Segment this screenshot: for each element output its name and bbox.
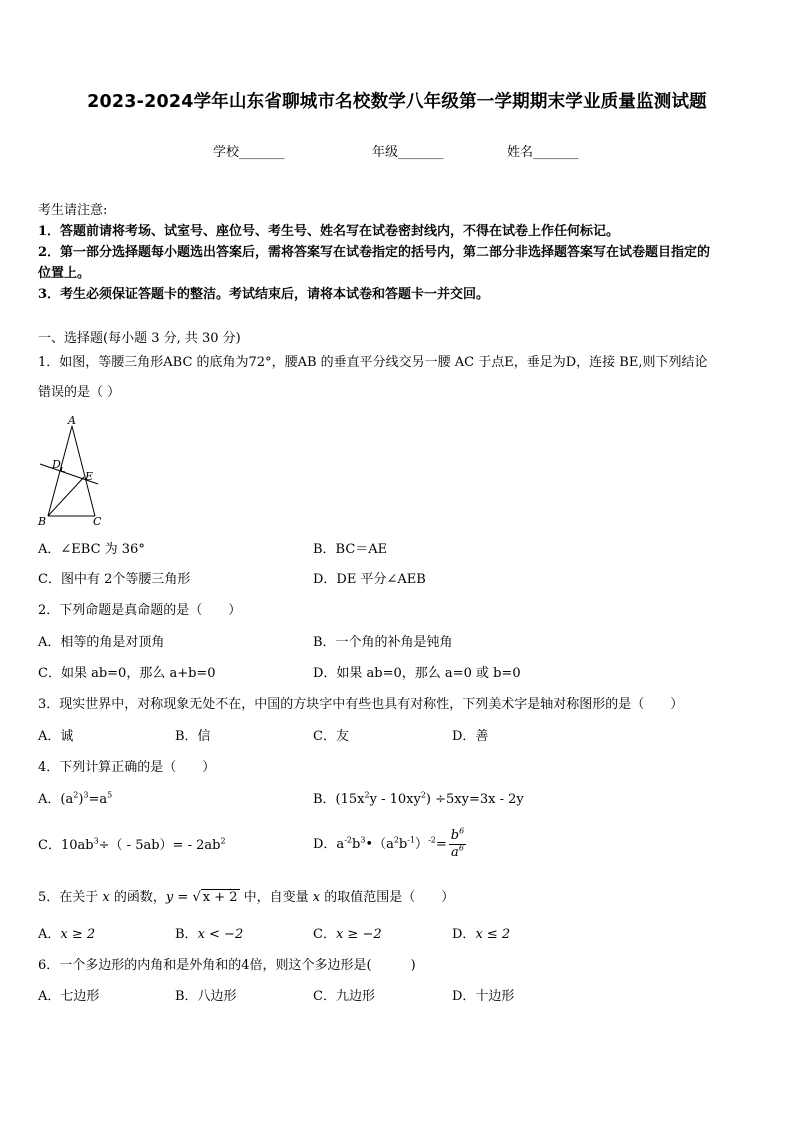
q6-option-a: A．七边形 [38,989,100,1004]
q6-option-d: D．十边形 [452,989,515,1004]
q3-stem: 3．现实世界中，对称现象无处不在，中国的方块字中有些也具有对称性，下列美术字是轴对称图形的是（ ） [38,697,684,712]
q2-option-b: B．一个角的补角是钝角 [313,635,453,650]
q1-stem-line2: 错误的是（ ） [38,385,121,400]
grade-field: 年级_______ [372,145,444,160]
fraction: $\frac{b^6}{a^6}$ [450,826,465,860]
page-title: 2023-2024学年山东省聊城市名校数学八年级第一学期期末学业质量监测试题 [87,92,707,112]
triangle-figure [36,412,108,530]
q5-option-c: C．x ≥ −2 [313,927,382,942]
q4-option-d: D．$a^{-2}b^3•(a^2b^{-1})^{-2}=$ $\frac{b^6}{a^6}$ [313,826,465,860]
label-b: B [38,515,47,528]
q3-option-d: D．善 [452,729,489,744]
sqrt-expression: √ x + 2 [192,890,238,905]
q6-option-b: B．八边形 [175,989,237,1004]
label-e: E [85,470,94,483]
notice-item-2: 2．第一部分选择题每小题选出答案后，需将答案写在试卷指定的括号内，第二部分非选择题答案写在试卷题目指定的 [38,245,711,260]
label-d: D [52,458,61,471]
q1-option-c: C．图中有 2个等腰三角形 [38,572,191,587]
q4-stem: 4．下列计算正确的是（ ） [38,760,216,775]
q5-option-a: A．x ≥ 2 [38,927,96,942]
q6-option-c: C．九边形 [313,989,375,1004]
q5-option-d: D．x ≤ 2 [452,927,511,942]
name-field: 姓名_______ [507,145,579,160]
notice-item-3: 3．考生必须保证答题卡的整洁。考试结束后，请将本试卷和答题卡一并交回。 [38,287,490,302]
q5-option-b: B．x < −2 [175,927,244,942]
q3-option-b: B．信 [175,729,211,744]
q4-option-c: C．$10ab^3\div( - 5ab)= - 2ab^2$ [38,836,226,853]
q6-stem: 6．一个多边形的内角和是外角和的4倍，则这个多边形是( ) [38,958,416,973]
q3-option-c: C．友 [313,729,349,744]
section-heading: 一、选择题(每小题 3 分, 共 30 分) [38,331,241,346]
notice-item-1: 1．答题前请将考场、试室号、座位号、考生号、姓名写在试卷密封线内，不得在试卷上作任何标记。 [38,224,620,239]
notice-heading: 考生请注意: [38,203,108,218]
q2-option-d: D．如果 ab=0，那么 a=0 或 b=0 [313,666,521,681]
label-a: A [68,414,76,427]
school-field: 学校_______ [213,145,285,160]
q2-option-c: C．如果 ab=0，那么 a+b=0 [38,666,216,681]
q1-stem-line1: 1．如图，等腰三角形ABC 的底角为72°，腰AB 的垂直平分线交另一腰 AC 于点E，垂足为D，连接 BE,则下列结论 [38,355,708,370]
label-c: C [93,515,102,528]
q1-option-d: D．DE 平分∠AEB [313,572,426,587]
q5-stem: 5．在关于 x 的函数，y = √ x + 2 中，自变量 x 的取值范围是（ ） [38,890,455,905]
q4-option-a: A．$(a^2)^3=a^5$ [38,790,113,807]
q4-option-b: B．$(15x^2y - 10xy^2) \div 5xy=3x - 2y$ [313,790,524,807]
q1-option-a: A．∠EBC 为 36° [38,542,145,557]
q3-option-a: A．诚 [38,729,74,744]
q1-option-b: B．BC＝AE [313,542,388,557]
q2-option-a: A．相等的角是对顶角 [38,635,165,650]
q2-stem: 2．下列命题是真命题的是（ ） [38,603,242,618]
notice-item-2-cont: 位置上。 [38,266,91,281]
